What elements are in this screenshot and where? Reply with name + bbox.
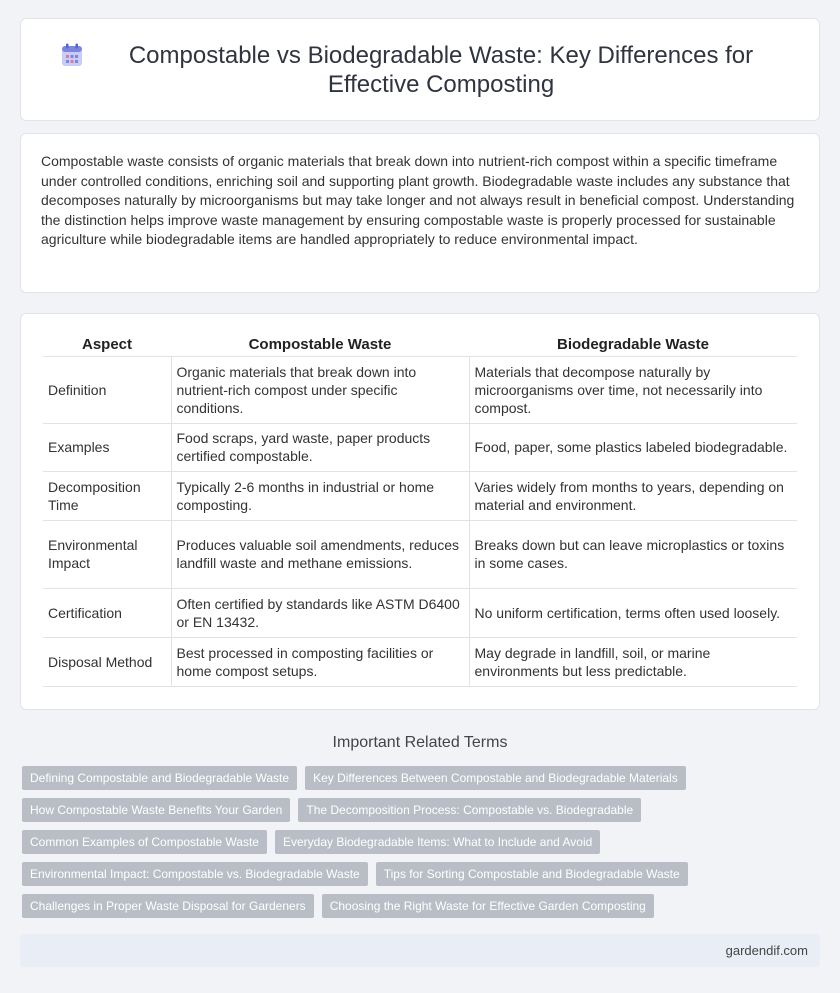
footer-site-link[interactable]: gardendif.com xyxy=(725,943,808,958)
table-row xyxy=(43,588,797,637)
compostable-cell: Often certified by standards like ASTM D6400 or EN 13432. xyxy=(171,588,469,637)
biodegradable-cell: Breaks down but can leave microplastics or toxins in some cases. xyxy=(469,520,797,588)
aspect-cell: Definition xyxy=(43,356,171,423)
aspect-cell: Examples xyxy=(43,423,171,471)
table-row xyxy=(43,356,797,423)
compostable-cell: Typically 2-6 months in industrial or home composting. xyxy=(171,471,469,520)
related-term-tag[interactable]: Environmental Impact: Compostable vs. Biodegradable Waste xyxy=(22,862,368,886)
table-row xyxy=(43,423,797,471)
related-term-tag[interactable]: How Compostable Waste Benefits Your Garden xyxy=(22,798,290,822)
related-term-tag[interactable]: Common Examples of Compostable Waste xyxy=(22,830,267,854)
document-calendar-icon xyxy=(61,43,83,67)
page-title: Compostable vs Biodegradable Waste: Key Differences for Effective Composting xyxy=(128,41,754,98)
compostable-cell: Best processed in composting facilities or home compost setups. xyxy=(171,637,469,686)
page-footer xyxy=(20,934,820,967)
column-header-biodegradable: Biodegradable Waste xyxy=(469,336,797,356)
related-terms-section xyxy=(0,734,840,918)
aspect-cell: Decomposition Time xyxy=(43,471,171,520)
page-header xyxy=(20,18,820,121)
biodegradable-cell: Varies widely from months to years, depending on material and environment. xyxy=(469,471,797,520)
comparison-table xyxy=(43,336,797,687)
table-row xyxy=(43,637,797,686)
compostable-cell: Produces valuable soil amendments, reduces landfill waste and methane emissions. xyxy=(171,520,469,588)
biodegradable-cell: Materials that decompose naturally by microorganisms over time, not necessarily into compost. xyxy=(469,356,797,423)
aspect-cell: Certification xyxy=(43,588,171,637)
biodegradable-cell: May degrade in landfill, soil, or marine environments but less predictable. xyxy=(469,637,797,686)
related-terms-tags xyxy=(22,766,818,918)
related-term-tag[interactable]: Tips for Sorting Compostable and Biodegradable Waste xyxy=(376,862,688,886)
related-term-tag[interactable]: Challenges in Proper Waste Disposal for Gardeners xyxy=(22,894,314,918)
comparison-table-card xyxy=(20,313,820,710)
related-term-tag[interactable]: The Decomposition Process: Compostable vs. Biodegradable xyxy=(298,798,641,822)
table-row xyxy=(43,471,797,520)
related-term-tag[interactable]: Key Differences Between Compostable and Biodegradable Materials xyxy=(305,766,686,790)
aspect-cell: Environmental Impact xyxy=(43,520,171,588)
biodegradable-cell: No uniform certification, terms often used loosely. xyxy=(469,588,797,637)
column-header-compostable: Compostable Waste xyxy=(171,336,469,356)
compostable-cell: Food scraps, yard waste, paper products certified compostable. xyxy=(171,423,469,471)
table-row xyxy=(43,520,797,588)
column-header-aspect: Aspect xyxy=(43,336,171,356)
related-term-tag[interactable]: Everyday Biodegradable Items: What to Include and Avoid xyxy=(275,830,600,854)
intro-section xyxy=(20,133,820,293)
compostable-cell: Organic materials that break down into nutrient-rich compost under specific conditions. xyxy=(171,356,469,423)
related-terms-heading: Important Related Terms xyxy=(332,734,508,751)
table-header-row xyxy=(43,336,797,356)
intro-paragraph: Compostable waste consists of organic materials that break down into nutrient-rich compost within a specific timeframe under controlled conditions, enriching soil and supporting plant growth. Biodegradable waste includes any substance that decomposes naturally by microorganisms but may take longer and not always result in beneficial compost. Understanding the distinction helps improve waste management by ensuring compostable waste is properly processed for sustainable agriculture while biodegradable items are handled appropriately to reduce environmental impact. xyxy=(41,153,795,248)
related-term-tag[interactable]: Choosing the Right Waste for Effective Garden Composting xyxy=(322,894,654,918)
biodegradable-cell: Food, paper, some plastics labeled biodegradable. xyxy=(469,423,797,471)
related-term-tag[interactable]: Defining Compostable and Biodegradable Waste xyxy=(22,766,297,790)
aspect-cell: Disposal Method xyxy=(43,637,171,686)
